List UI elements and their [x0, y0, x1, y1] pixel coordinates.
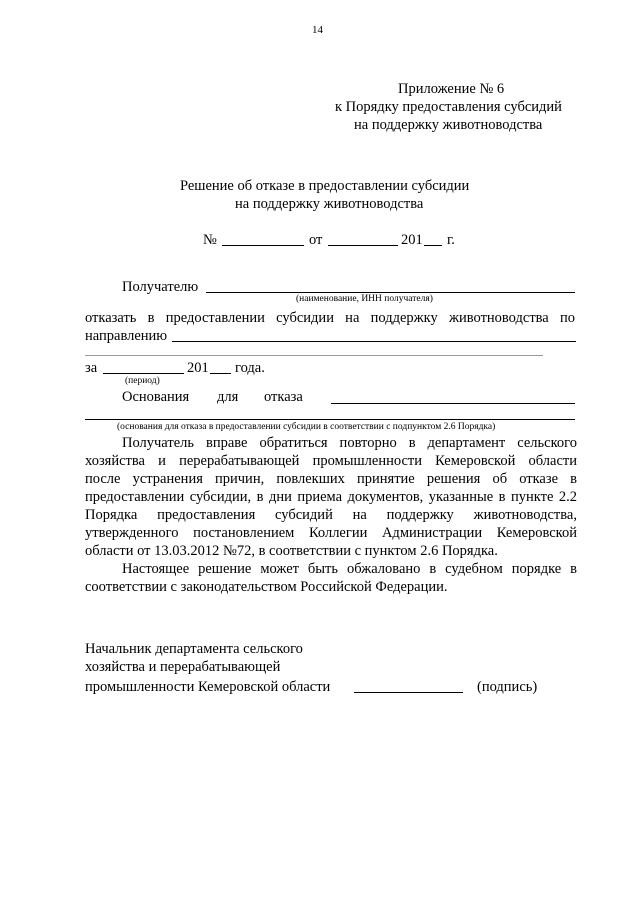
recipient-label: Получателю: [122, 279, 199, 295]
number-sign: №: [203, 232, 217, 248]
para1-line-4: предоставлении субсидии, в дни приема документов, указанные в пункте 2.2: [85, 489, 577, 505]
reasons-word-1: Основания: [122, 389, 190, 405]
reasons-word-3: отказа: [264, 389, 303, 405]
document-title: Решение об отказе в предоставлении субсидии: [180, 178, 470, 194]
signer-title-3: промышленности Кемеровской области: [85, 679, 331, 695]
period-field[interactable]: [103, 373, 184, 374]
period-za-label: за: [85, 360, 98, 376]
reasons-hint: (основания для отказа в предоставлении субсидии в соответствии с подпунктом 2.6 Порядка): [117, 422, 496, 432]
date-year-prefix: 201: [401, 232, 423, 248]
para1-line-6: утвержденного постановлением Коллегии Администрации Кемеровской: [85, 525, 577, 541]
appendix-subtitle-1: к Порядку предоставления субсидий: [335, 99, 562, 115]
para1-line-1: Получатель вправе обратиться повторно в департамент сельского: [122, 435, 577, 451]
period-year-field[interactable]: [210, 373, 231, 374]
document-subtitle: на поддержку животноводства: [235, 196, 424, 212]
signer-title-2: хозяйства и перерабатывающей: [85, 659, 281, 675]
direction-field-extra[interactable]: [85, 355, 543, 356]
para1-line-2: хозяйства и перерабатывающей промышленности Кемеровской области: [85, 453, 577, 469]
appendix-subtitle-2: на поддержку животноводства: [354, 117, 543, 133]
para1-line-5: Порядка предоставления субсидий на поддержку животноводства,: [85, 507, 577, 523]
signature-label: (подпись): [477, 679, 538, 695]
period-goda-label: года.: [235, 360, 265, 376]
direction-label: направлению: [85, 328, 168, 344]
page-number: 14: [312, 24, 323, 36]
number-field[interactable]: [222, 245, 304, 246]
para2-line-1: Настоящее решение может быть обжаловано в судебном порядке в: [122, 561, 577, 577]
reasons-field[interactable]: [331, 403, 575, 404]
para1-line-7: области от 13.03.2012 №72, в соответствии с пунктом 2.6 Порядка.: [85, 543, 498, 559]
reasons-field-extra[interactable]: [85, 419, 575, 420]
recipient-field[interactable]: [206, 292, 575, 293]
period-hint: (период): [125, 376, 160, 386]
date-field[interactable]: [328, 245, 398, 246]
direction-field[interactable]: [172, 341, 576, 342]
signer-title-1: Начальник департамента сельского: [85, 641, 303, 657]
appendix-title: Приложение № 6: [398, 81, 505, 97]
para1-line-3: после устранения причин, повлекших принятие решения об отказе в: [85, 471, 577, 487]
reasons-word-2: для: [217, 389, 239, 405]
period-year-prefix: 201: [187, 360, 209, 376]
date-year-field[interactable]: [424, 245, 442, 246]
year-suffix: г.: [447, 232, 455, 248]
recipient-hint: (наименование, ИНН получателя): [296, 294, 433, 304]
signature-field[interactable]: [354, 692, 463, 693]
para2-line-2: соответствии с законодательством Российской Федерации.: [85, 579, 448, 595]
refuse-text: отказать в предоставлении субсидии на поддержку животноводства по: [85, 310, 575, 326]
date-from-label: от: [309, 232, 323, 248]
